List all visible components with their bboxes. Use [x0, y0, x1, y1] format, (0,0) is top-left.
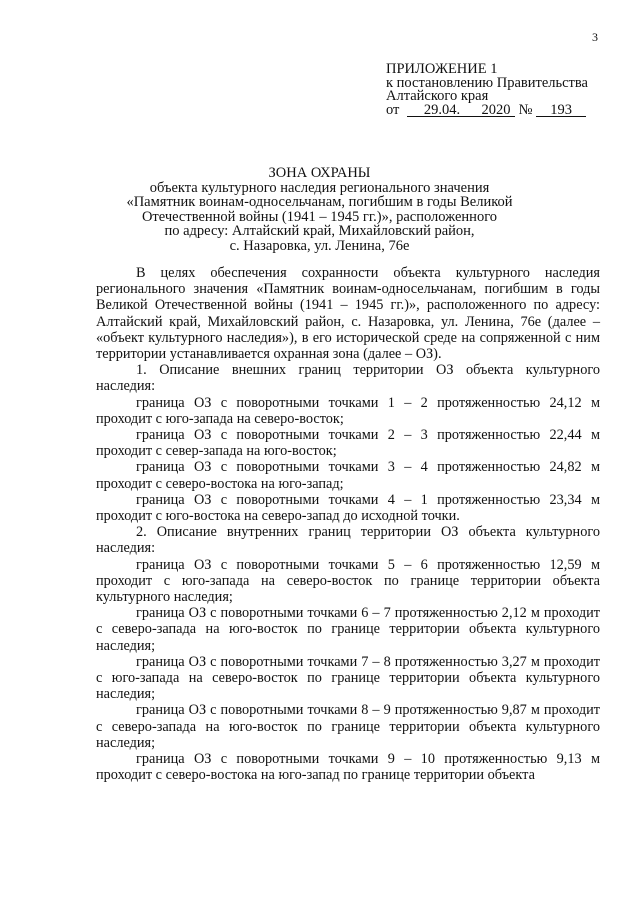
- page-number: 3: [592, 30, 598, 44]
- section-2-heading: 2. Описание внутренних границ территории ОЗ объекта культурного наследия:: [96, 524, 600, 557]
- boundary-item: граница ОЗ с поворотными точками 5 – 6 протяженностью 12,59 м проходит с юго-запада на северо-восток по границе территории объекта культурного наследия;: [96, 556, 600, 606]
- title-line: объекта культурного наследия регионального значения: [149, 179, 490, 196]
- appendix-line-2: Алтайского края: [386, 88, 489, 105]
- from-label: от: [386, 101, 400, 118]
- boundary-item: граница ОЗ с поворотными точками 2 – 3 протяженностью 22,44 м проходит с север-запада на юго-восток;: [96, 427, 600, 460]
- document-body: [96, 265, 600, 784]
- section-1-heading: 1. Описание внешних границ территории ОЗ объекта культурного наследия:: [96, 362, 600, 395]
- boundary-item: граница ОЗ с поворотными точками 1 – 2 протяженностью 24,12 м проходит с юго-запада на северо-восток;: [96, 394, 600, 427]
- boundary-item: граница ОЗ с поворотными точками 8 – 9 протяженностью 9,87 м проходит с северо-запада на юго-восток по границе территории объекта культурного наследия;: [96, 702, 600, 751]
- boundary-item: граница ОЗ с поворотными точками 9 – 10 протяженностью 9,13 м проходит с северо-востока на юго-запад по границе территории объекта: [96, 751, 600, 784]
- title-line: по адресу: Алтайский край, Михайловский район,: [164, 223, 475, 240]
- appendix-line-1: к постановлению Правительства: [386, 74, 588, 91]
- number-value: 193: [536, 104, 586, 117]
- document-title: [0, 166, 639, 254]
- intro-paragraph: В целях обеспечения сохранности объекта культурного наследия регионального значения «Памятник воинам-односельчанам, погибшим в годы Великой Отечественной войны (1941 – 1945 гг.)», расположенного по адресу: Алтайский край, Михайловский район, с. Назаровка, ул. Ленина, 76е (далее – «объект культурного наследия»), в его исторической среде на сопряженной с ним территории устанавливается охранная зона (далее – ОЗ).: [96, 265, 600, 363]
- boundary-item: граница ОЗ с поворотными точками 7 – 8 протяженностью 3,27 м проходит с юго-запада на северо-восток по границе территории объекта культурного наследия;: [96, 653, 600, 703]
- appendix-block: [386, 63, 588, 117]
- boundary-item: граница ОЗ с поворотными точками 4 – 1 протяженностью 23,34 м проходит с юго-востока на северо-запад до исходной точки.: [96, 491, 600, 525]
- date-value: 29.04.: [407, 104, 477, 117]
- number-sign: №: [518, 101, 533, 118]
- boundary-item: граница ОЗ с поворотными точками 6 – 7 протяженностью 2,12 м проходит с северо-запада на юго-восток по границе территории объекта культурного наследия;: [96, 605, 600, 654]
- title-line: Отечественной войны (1941 – 1945 гг.)», расположенного: [141, 208, 498, 225]
- title-heading: ЗОНА ОХРАНЫ: [268, 165, 371, 181]
- appendix-title: ПРИЛОЖЕНИЕ 1: [386, 61, 498, 77]
- boundary-item: граница ОЗ с поворотными точками 3 – 4 протяженностью 24,82 м проходит с северо-востока на юго-запад;: [96, 459, 600, 492]
- title-line: с. Назаровка, ул. Ленина, 76е: [229, 237, 410, 254]
- year-value: 2020: [477, 104, 515, 117]
- title-line: «Памятник воинам-односельчанам, погибшим в годы Великой: [126, 194, 513, 211]
- appendix-date-line: [386, 101, 588, 118]
